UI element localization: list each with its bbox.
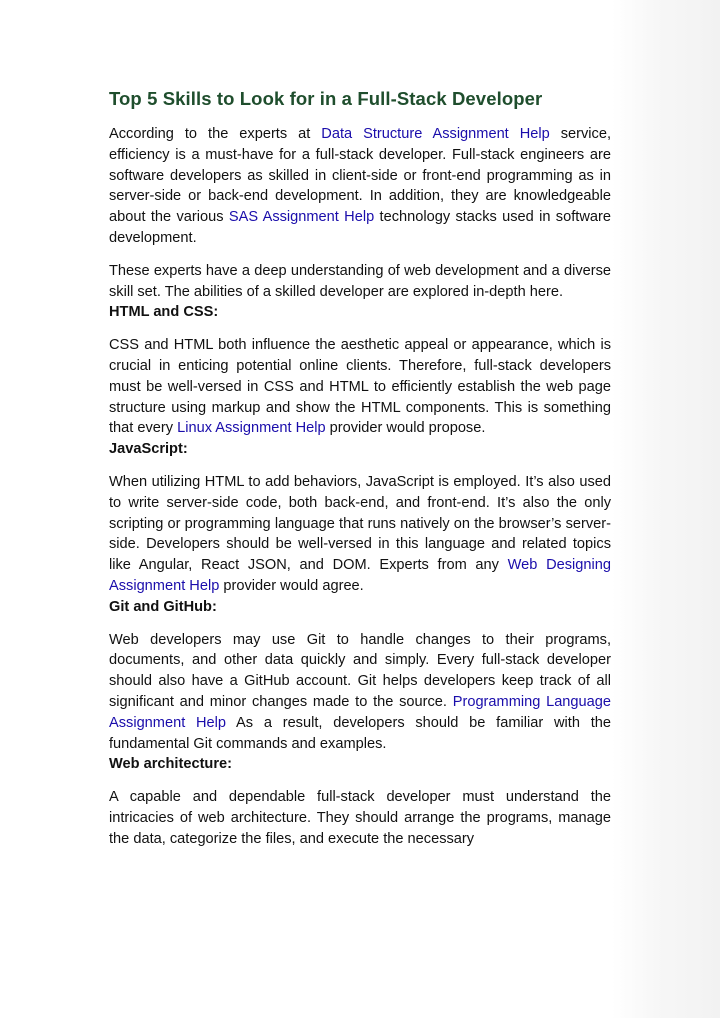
programming-language-assignment-help-link[interactable]: Programming Language Assignment Help: [109, 693, 612, 731]
data-structure-assignment-help-link[interactable]: Data Structure Assignment Help: [321, 126, 550, 142]
web-architecture-text-1: A capable and dependable full-stack developer must understand the intricacies of web architecture. They should arrange the programs, manage the data, categorize the files, and execute the necessary: [109, 789, 611, 847]
git-github-text-1: Web developers may use Git to handle changes to their programs, documents, and other data quickly and simply. Every full-stack developer should also have a GitHub account. Git helps developers keep track of all significant and minor changes made to the source.: [109, 631, 611, 710]
overview-paragraph: These experts have a deep understanding of web development and a diverse skill set. The abilities of a skilled developer are explored in-depth here.: [109, 262, 611, 300]
document-title: Top 5 Skills to Look for in a Full-Stack Developer: [109, 88, 543, 109]
intro-text-2: service, efficiency is a must-have for a full-stack developer. Full-stack engineers are software developers as skilled in client-side or front-end programming as in server-side or back-end development. In addition, they are knowledgeable about the various: [109, 126, 611, 226]
intro-paragraph: [109, 124, 611, 249]
section-heading-git-github: Git and GitHub:: [109, 598, 217, 615]
sas-assignment-help-link[interactable]: SAS Assignment Help: [228, 209, 375, 226]
javascript-text-2: provider would agree.: [219, 577, 364, 594]
html-css-text-2: provider would propose.: [325, 420, 486, 437]
web-designing-assignment-help-link[interactable]: Web Designing Assignment Help: [109, 557, 611, 594]
section-paragraph-html-css: [109, 335, 611, 439]
section-heading-html-css: HTML and CSS:: [109, 304, 219, 321]
section-paragraph-javascript: [109, 472, 611, 597]
intro-text-3: technology stacks used in software development.: [109, 209, 611, 246]
linux-assignment-help-link[interactable]: Linux Assignment Help: [177, 420, 326, 437]
section-paragraph-web-architecture: [109, 787, 611, 849]
git-github-text-2: As a result, developers should be familiar with the fundamental Git commands and examples.: [109, 714, 611, 752]
section-paragraph-git-github: [109, 630, 611, 755]
document-body: [109, 86, 611, 850]
section-heading-javascript: JavaScript:: [109, 441, 188, 458]
html-css-text-1: CSS and HTML both influence the aesthetic appeal or appearance, which is crucial in enticing potential online clients. Therefore, full-stack developers must be well-versed in CSS and HTML to efficiently establish the web page structure using markup and show the HTML components. This is something that every: [109, 337, 611, 437]
javascript-text-1: When utilizing HTML to add behaviors, JavaScript is employed. It’s also used to write server-side code, both back-end, and front-end. It’s also the only scripting or programming language that runs natively on the browser’s server-side. Developers should be well-versed in this language and related topics like Angular, React JSON, and DOM. Experts from any: [109, 473, 611, 574]
intro-text-1: According to the experts at: [109, 126, 322, 142]
page-edge-shade: [612, 0, 720, 1018]
section-heading-web-architecture: Web architecture:: [109, 756, 232, 773]
